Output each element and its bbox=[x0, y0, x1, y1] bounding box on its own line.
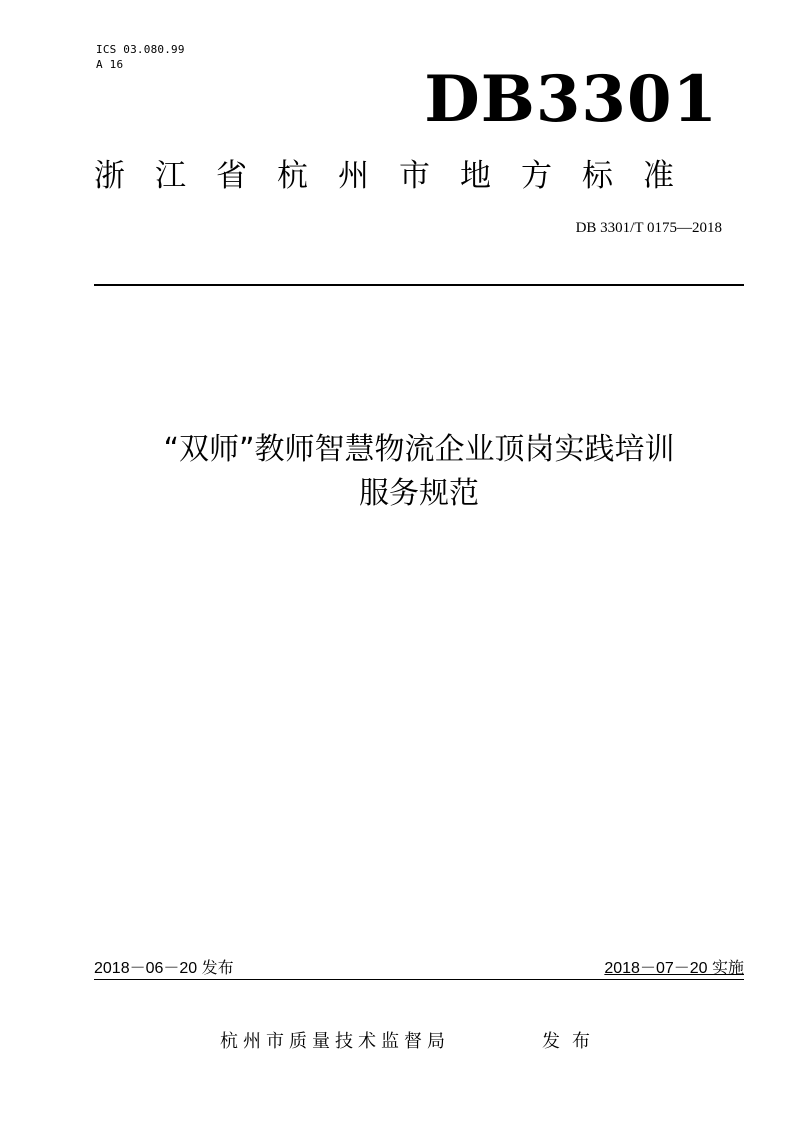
issuer-line bbox=[0, 1028, 800, 1056]
standard-code: DB 3301/T 0175—2018 bbox=[575, 220, 722, 236]
top-divider bbox=[94, 284, 744, 286]
standard-type-heading: 浙江省杭州市地方标准 bbox=[94, 158, 704, 194]
publish-date: 2018－06－20 发布 bbox=[94, 960, 234, 977]
document-title-line-2: 服务规范 bbox=[359, 476, 479, 511]
db-mark: DB3301 bbox=[424, 62, 718, 137]
ccs-code: A 16 bbox=[96, 58, 124, 71]
implement-date: 2018－07－20 实施 bbox=[604, 960, 744, 977]
classification-codes bbox=[96, 42, 185, 72]
ics-code: ICS 03.080.99 bbox=[96, 43, 185, 56]
document-title-line-1: “双师”教师智慧物流企业顶岗实践培训 bbox=[163, 432, 675, 467]
bottom-divider bbox=[94, 979, 744, 980]
issue-action: 发布 bbox=[542, 1031, 602, 1052]
document-title bbox=[94, 428, 744, 516]
dates-row bbox=[94, 958, 744, 980]
issuing-organization: 杭州市质量技术监督局 bbox=[220, 1031, 450, 1052]
